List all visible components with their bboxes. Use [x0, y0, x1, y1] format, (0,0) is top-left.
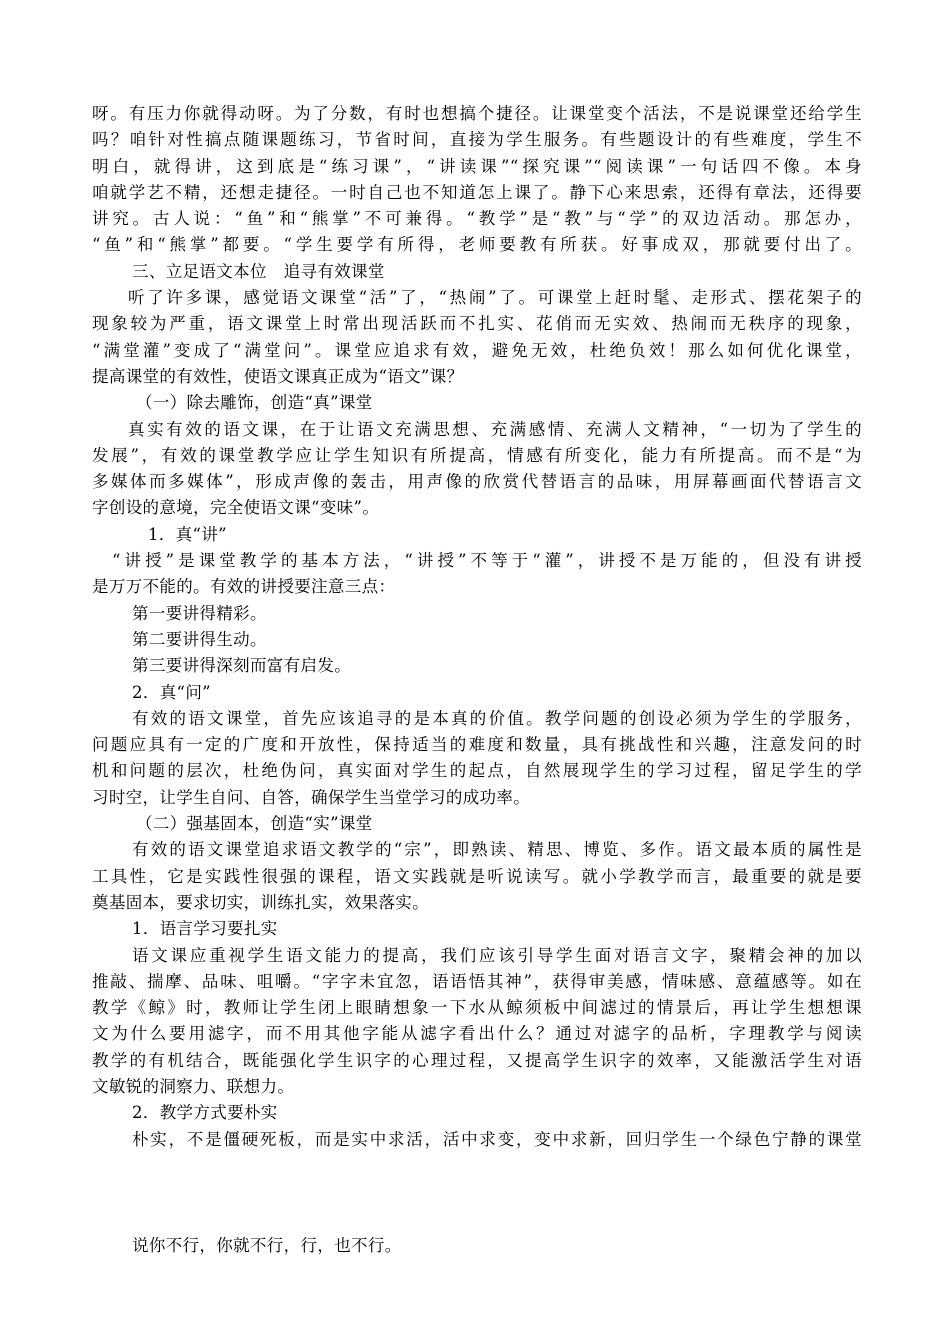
text-line: 多媒体而多媒体”，形成声像的轰击，用声像的欣赏代替语言的品味，用屏幕画面代替语言文: [92, 472, 862, 492]
text-line: “鱼”和“熊掌”都要。“学生要学有所得，老师要教有所获。好事成双，那就要付出了。: [92, 235, 862, 255]
text-line: 吗？咱针对性搞点随课题练习，节省时间，直接为学生服务。有些题设计的有些难度，学生不: [92, 130, 862, 150]
text-line: 工具性，它是实践性很强的课程，语文实践就是听说读写。就小学教学而言，最重要的就是要: [92, 866, 862, 886]
text-line: 2．真“问”: [132, 682, 211, 702]
text-line: 现象较为严重，语文课堂上时常出现活跃而不扎实、花俏而无实效、热闹而无秩序的现象，: [92, 314, 862, 334]
text-line: 有效的语文课堂追求语文教学的“宗”，即熟读、精思、博览、多作。语文最本质的属性是: [132, 840, 862, 860]
text-line: 是万万不能的。有效的讲授要注意三点：: [92, 577, 396, 597]
text-line: （二）强基固本，创造“实”课堂: [136, 814, 373, 834]
text-line: 1．真“讲”: [148, 524, 227, 544]
text-line: 文敏锐的洞察力、联想力。: [92, 1076, 295, 1096]
text-line: 听了许多课，感觉语文课堂“活”了，“热闹”了。可课堂上赶时髦、走形式、摆花架子的: [128, 288, 862, 308]
text-line: 有效的语文课堂，首先应该追寻的是本真的价值。教学问题的创设必须为学生的学服务，: [132, 708, 862, 728]
text-line: 发展”，有效的课堂教学应让学生知识有所提高，情感有所变化，能力有所提高。而不是“为: [92, 445, 862, 465]
text-line: 咱就学艺不精，还想走捷径。一时自己也不知道怎上课了。静下心来思索，还得有章法，还得要: [92, 182, 862, 202]
blank-space: [92, 1153, 862, 1233]
text-line: 1．语言学习要扎实: [132, 919, 278, 939]
text-line: 第三要讲得深刻而富有启发。: [132, 656, 352, 676]
text-line: 机和问题的层次，杜绝伪问，真实面对学生的起点，自然展现学生的学习过程，留足学生的学: [92, 761, 862, 781]
text-line: “讲授”是课堂教学的基本方法，“讲授”不等于“灌”，讲授不是万能的，但没有讲授: [112, 551, 862, 571]
text-line: 字创设的意境，完全使语文课“变味”。: [92, 498, 380, 518]
text-line: 三、立足语文本位 追寻有效课堂: [132, 261, 385, 281]
text-line: 习时空，让学生自问、自答，确保学生当堂学习的成功率。: [92, 787, 531, 807]
text-line: “满堂灌”变成了“满堂问”。课堂应追求有效，避免无效，杜绝负效！那么如何优化课堂，: [92, 340, 862, 360]
text-line: 问题应具有一定的广度和开放性，保持适当的难度和数量，具有挑战性和兴趣，注意发问的时: [92, 735, 862, 755]
text-line: 教学《鲸》时，教师让学生闭上眼睛想象一下水从鲸须板中间滤过的情景后，再让学生想想课: [92, 998, 862, 1018]
text-line: 教学的有机结合，既能强化学生识字的心理过程，又提高学生识字的效率，又能激活学生对语: [92, 1050, 862, 1070]
text-line: （一）除去雕饰，创造“真”课堂: [136, 393, 373, 413]
text-line: 第一要讲得精彩。: [132, 603, 267, 623]
text-line: 2．教学方式要朴实: [132, 1103, 278, 1123]
text-line: 奠基固本，要求切实，训练扎实，效果落实。: [92, 892, 429, 912]
text-line: 语文课应重视学生语文能力的提高，我们应该引导学生面对语言文字，聚精会神的加以: [132, 945, 862, 965]
text-line: 朴实，不是僵硬死板，而是实中求活，活中求变，变中求新，回归学生一个绿色宁静的课堂: [132, 1129, 862, 1149]
text-line: 文为什么要用滤字，而不用其他字能从滤字看出什么？通过对滤字的品析，字理教学与阅读: [92, 1024, 862, 1044]
document-body: [92, 101, 862, 1259]
text-line: 提高课堂的有效性，使语文课真正成为“语文”课？: [92, 366, 464, 386]
text-line: 第二要讲得生动。: [132, 629, 267, 649]
text-line: 呀。有压力你就得动呀。为了分数，有时也想搞个捷径。让课堂变个活法，不是说课堂还给学生: [92, 104, 862, 123]
text-line: 推敲、揣摩、品味、咀嚼。“字字未宜忽，语语悟其神”，获得审美感，情味感、意蕴感等。如在: [92, 971, 862, 991]
text-line: 明白，就得讲，这到底是“练习课”，“讲读课”“探究课”“阅读课”一句话四不像。本身: [92, 156, 862, 176]
footer-slogan: 说你不行，你就不行，行，也不行。: [132, 1235, 402, 1255]
text-line: 真实有效的语文课，在于让语文充满思想、充满感情、充满人文精神，“一切为了学生的: [128, 419, 862, 439]
text-line: 讲究。古人说：“鱼”和“熊掌”不可兼得。“教学”是“教”与“学”的双边活动。那怎办，: [92, 209, 862, 229]
